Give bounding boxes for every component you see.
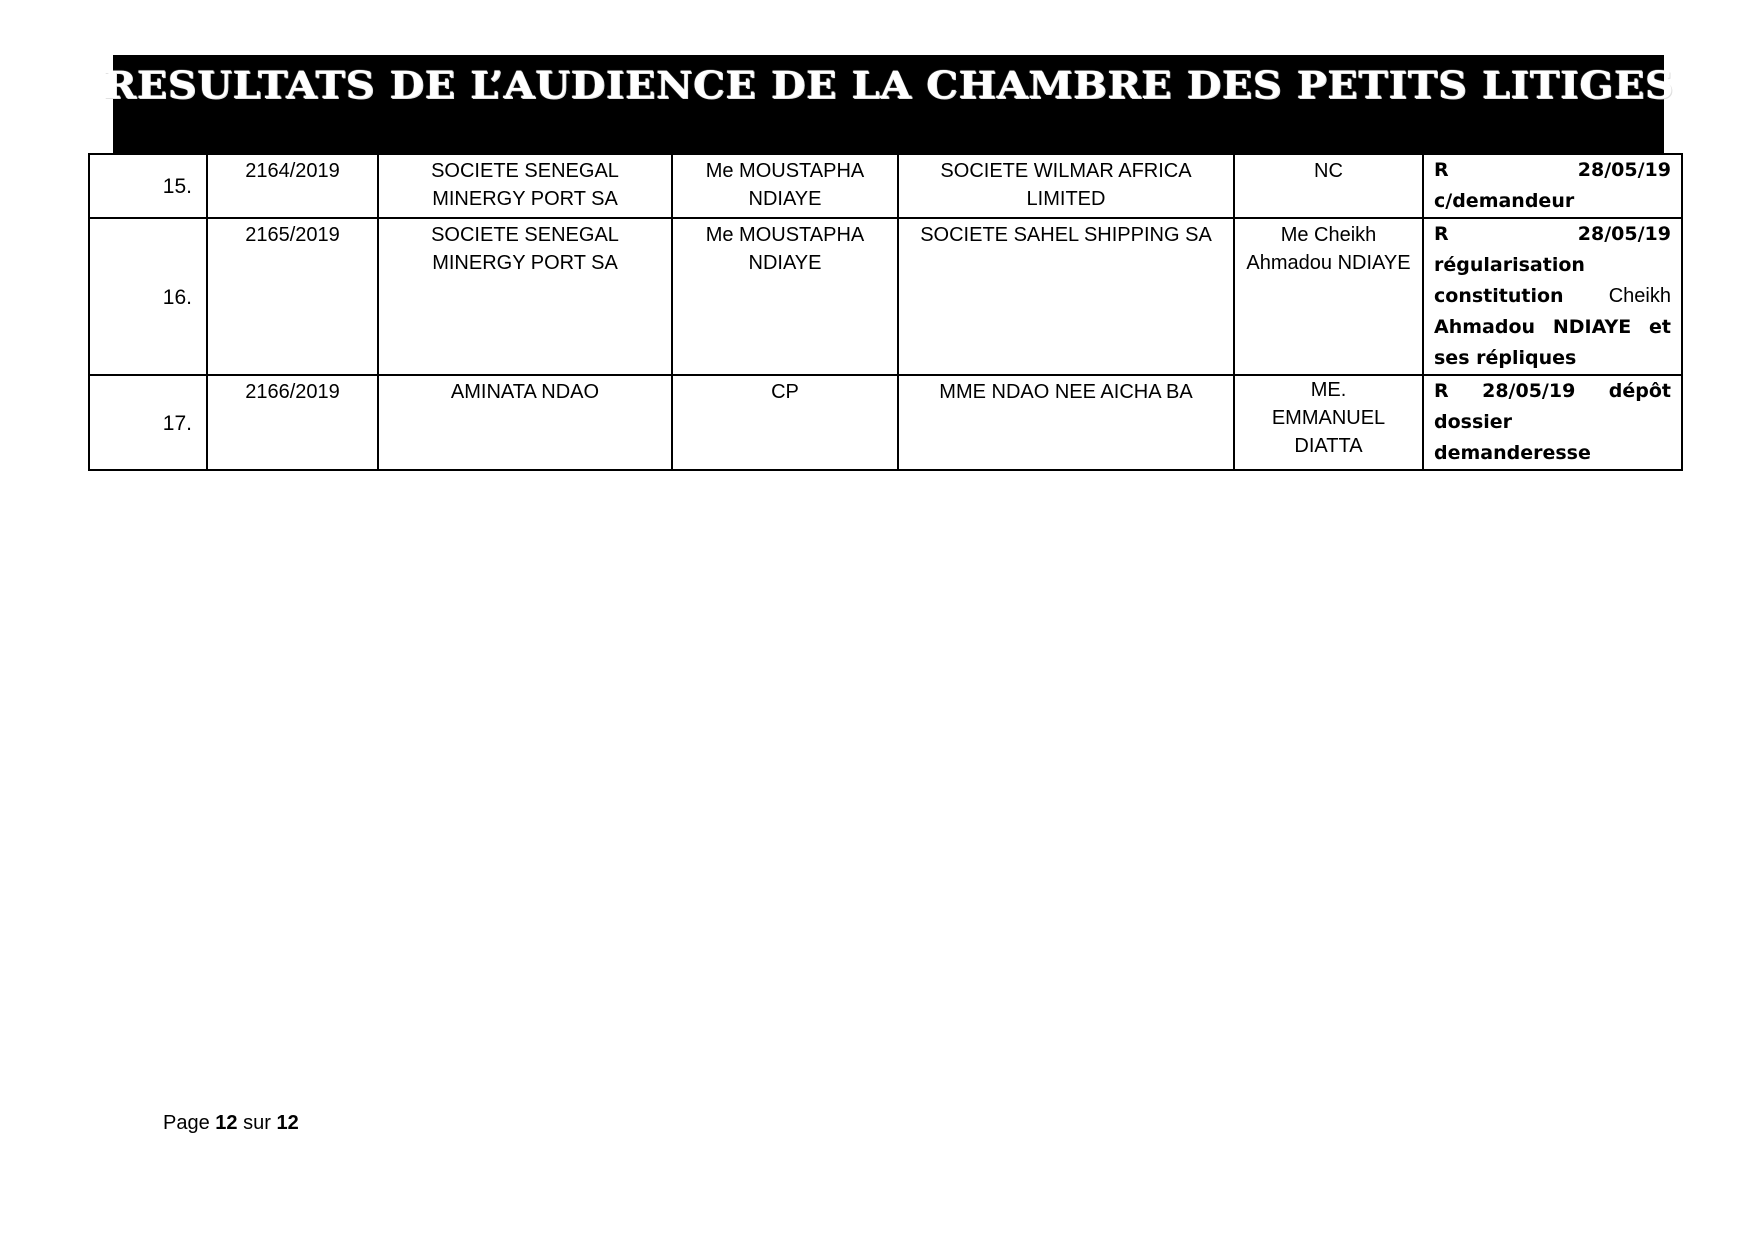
table-row: [89, 375, 1682, 470]
row-number: 16.: [89, 218, 207, 375]
results-table: [88, 153, 1683, 471]
defendant: MME NDAO NEE AICHA BA: [898, 375, 1234, 470]
page-label: Page: [163, 1112, 210, 1134]
table-row: [89, 218, 1682, 375]
result-date: 28/05/19: [1482, 380, 1576, 402]
result-text-regular: Cheikh: [1608, 285, 1671, 307]
result-text: c/demandeur: [1434, 190, 1575, 212]
page-footer: [163, 1112, 299, 1135]
plaintiff-counsel: Me MOUSTAPHA NDIAYE: [672, 154, 898, 218]
result-date: 28/05/19: [1577, 223, 1671, 245]
result-r: R: [1434, 380, 1449, 402]
row-number: 17.: [89, 375, 207, 470]
defendant-counsel: Me Cheikh Ahmadou NDIAYE: [1234, 218, 1423, 375]
result-r: R: [1434, 159, 1449, 181]
plaintiff: SOCIETE SENEGAL MINERGY PORT SA: [378, 154, 672, 218]
defendant: SOCIETE WILMAR AFRICA LIMITED: [898, 154, 1234, 218]
defendant-counsel: NC: [1234, 154, 1423, 218]
result: [1423, 375, 1682, 470]
result: [1423, 218, 1682, 375]
plaintiff: SOCIETE SENEGAL MINERGY PORT SA: [378, 218, 672, 375]
plaintiff-counsel: CP: [672, 375, 898, 470]
result-text: régularisation constitution: [1434, 254, 1585, 307]
row-number: 15.: [89, 154, 207, 218]
defendant-counsel: ME. EMMANUEL DIATTA: [1234, 375, 1423, 470]
page-title: RESULTATS DE L’AUDIENCE DE LA CHAMBRE DES PETITS LITIGES: [102, 63, 1675, 107]
title-banner: [102, 55, 1675, 153]
case-number: 2165/2019: [207, 218, 378, 375]
result-date: 28/05/19: [1577, 159, 1671, 181]
current-page: 12: [215, 1112, 238, 1134]
defendant: SOCIETE SAHEL SHIPPING SA: [898, 218, 1234, 375]
result-text: Ahmadou NDIAYE et ses répliques: [1434, 316, 1671, 369]
plaintiff: AMINATA NDAO: [378, 375, 672, 470]
table-row: [89, 154, 1682, 218]
result-r: R: [1434, 223, 1449, 245]
plaintiff-counsel: Me MOUSTAPHA NDIAYE: [672, 218, 898, 375]
total-pages: 12: [276, 1112, 299, 1134]
result: [1423, 154, 1682, 218]
result-text: dépôt dossier demanderesse: [1434, 380, 1671, 464]
case-number: 2166/2019: [207, 375, 378, 470]
page-sep: sur: [243, 1112, 271, 1134]
case-number: 2164/2019: [207, 154, 378, 218]
